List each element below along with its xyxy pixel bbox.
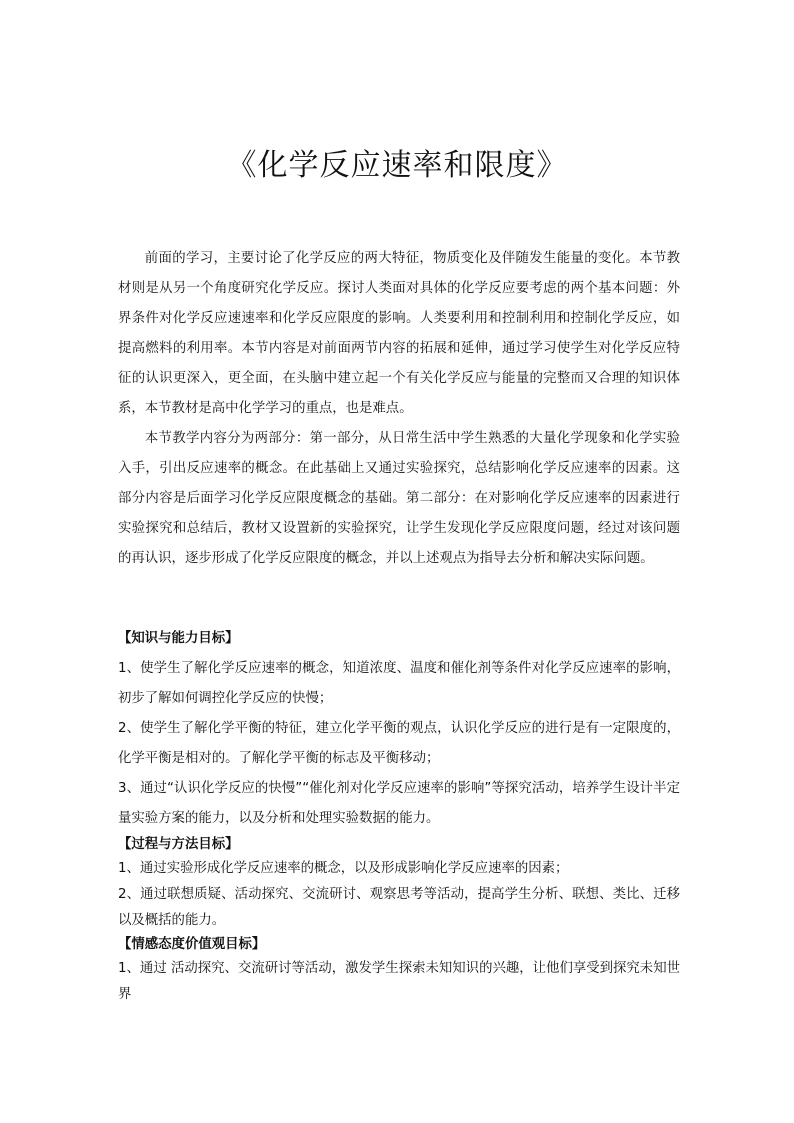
list-item: 1、通过 活动探究、交流研讨等活动，激发学生探索未知知识的兴趣，让他们享受到探究未知世界	[118, 961, 680, 1002]
intro-paragraph-2: 本节教学内容分为两部分：第一部分，从日常生活中学生熟悉的大量化学现象和化学实验入手，引出反应速率的概念。在此基础上又通过实验探究，总结影响化学反应速率的因素。这部分内容是后面学习化学反应限度概念的基础。第二部分：在对影响化学反应速率的因素进行实验探究和总结后，教材又设置新的实验探究，让学生发现化学反应限度问题，经过对该问题的再认识，逐步形成了化学反应限度的概念，并以上述观点为指导去分析和解决实际问题。	[118, 431, 680, 566]
section-heading-process: 【过程与方法目标】	[118, 837, 239, 852]
document-body	[118, 244, 680, 1008]
spacer	[118, 574, 680, 604]
list-item: 1、使学生了解化学反应速率的概念，知道浓度、温度和催化剂等条件对化学反应速率的影响，初步了解如何调控化学反应的快慢；	[118, 661, 680, 706]
list-item: 1、通过实验形成化学反应速率的概念，以及形成影响化学反应速率的因素；	[118, 861, 569, 876]
section-heading-values: 【情感态度价值观目标】	[118, 937, 266, 952]
section-heading-knowledge: 【知识与能力目标】	[118, 631, 239, 646]
list-item: 3、通过“认识化学反应的快慢”“催化剂对化学反应速率的影响”等探究活动，培养学生设计半定量实验方案的能力，以及分析和处理实验数据的能力。	[118, 781, 680, 826]
intro-paragraph-1: 前面的学习，主要讨论了化学反应的两大特征，物质变化及伴随发生能量的变化。本节教材则是从另一个角度研究化学反应。探讨人类面对具体的化学反应要考虑的两个基本问题：外界条件对化学反应速速率和化学反应限度的影响。人类要利用和控制利用和控制化学反应，如提高燃料的利用率。本节内容是对前面两节内容的拓展和延伸，通过学习使学生对化学反应特征的认识更深入，更全面，在头脑中建立起一个有关化学反应与能量的完整而又合理的知识体系，本节教材是高中化学学习的重点，也是难点。	[118, 251, 680, 416]
list-item: 2、使学生了解化学平衡的特征，建立化学平衡的观点，认识化学反应的进行是有一定限度的，化学平衡是相对的。了解化学平衡的标志及平衡移动；	[118, 721, 680, 766]
document-title: 《化学反应速率和限度》	[226, 148, 568, 183]
list-item: 2、通过联想质疑、活动探究、交流研讨、观察思考等活动，提高学生分析、联想、类比、迁移以及概括的能力。	[118, 887, 680, 928]
